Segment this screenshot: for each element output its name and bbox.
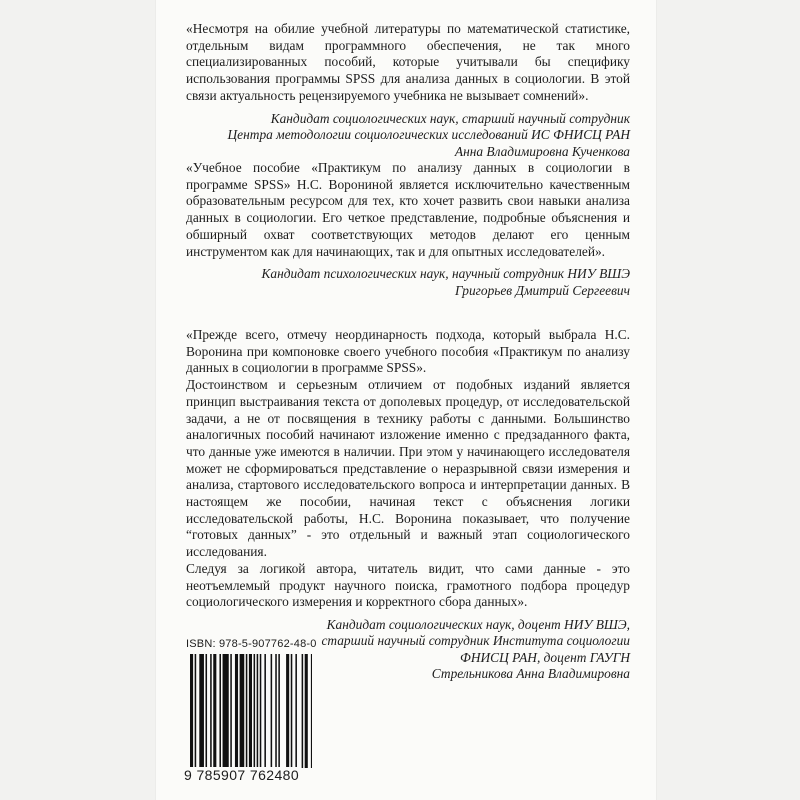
barcode-bar [240,654,245,768]
barcode-bar [190,654,193,768]
review-1-signature-line: Центра методологии социологических исследований ИС ФНИСЦ РАН [227,127,630,143]
barcode-bar [195,654,197,768]
review-1-signature [186,111,630,161]
review-2-signature-line: Кандидат психологических наук, научный сотрудник НИУ ВШЭ [261,266,630,282]
barcode-bar [230,654,232,768]
barcode-bar [286,654,289,768]
review-1 [186,21,630,160]
barcode-bar [275,654,277,768]
barcode-bar [264,654,266,768]
review-3-paragraph: Достоинством и серьезным отличием от подобных изданий является принцип выстраивания текста от дополевых процедур, от исследовательской задачи, а не от посвящения в технику работы с данными. Большинство аналогичных пособий начинают изложение именно с предзаданного факта, что данные уже имеются в наличии. При этом у начинающего исследователя может не сформироваться представление о неразрывной связи измерения и анализа, стартового исследовательского вопроса и интерпретации данных. В настоящем же пособии, начиная текст с объяснения логики исследовательской работы, Н.С. Воронина показывает, что получение “готовых данных” - это отдельный и важный этап социологического исследования. [186,377,630,560]
barcode-bar [235,654,238,768]
barcode-bar [219,654,221,768]
barcode-bar [295,654,297,768]
isbn-label: ISBN: 978-5-907762-48-0 [186,638,317,650]
barcode-digits: 9 785907 762480 [184,767,299,783]
barcode-bar [278,654,280,768]
review-3-signature-line: ФНИСЦ РАН, доцент ГАУГН [460,649,630,665]
review-3-signature-line: Стрельникова Анна Владимировна [431,666,630,682]
review-3-signature-line: старший научный сотрудник Института социологии [321,633,630,649]
barcode-bars [186,654,312,774]
review-3-signature-line: Кандидат социологических наук, доцент НИУ ВШЭ, [326,616,630,632]
barcode-bar [223,654,229,768]
review-2-signature-line: Григорьев Дмитрий Сергеевич [455,282,630,298]
barcode-bar [291,654,293,768]
review-2-signature [186,266,630,299]
barcode-bar [199,654,204,768]
barcode-bar [305,654,308,768]
review-3-paragraph: Следуя за логикой автора, читатель видит, что сами данные - это неотъемлемый продукт научного поиска, грамотного подбора процедур социологического измерения и корректного сбора данных». [186,560,630,610]
review-2 [186,160,630,299]
barcode-bar [206,654,208,768]
barcode [186,654,312,774]
barcode-bar [213,654,216,768]
barcode-bar [260,654,262,768]
barcode-bar [210,654,212,768]
barcode-bar [271,654,273,768]
barcode-bar [302,654,304,768]
review-1-signature-line: Кандидат социологических наук, старший научный сотрудник [270,110,630,126]
barcode-bar [246,654,248,768]
review-3-paragraph: «Прежде всего, отмечу неординарность подхода, который выбрала Н.С. Воронина при компоновке своего учебного пособия «Практикум по анализу данных в социологии в программе SPSS». [186,327,630,376]
review-2-text: «Учебное пособие «Практикум по анализу данных в социологии в программе SPSS» Н.С. Ворониной является исключительно качественным образовательным ресурсом для тех, кто хочет развить свои навыки анализа данных в социологии. Его четкое представление, подробные объяснения и обширный охват соответствующих методов делают его ценным инструментом как для начинающих, так и для опытных исследователей». [186,160,630,259]
barcode-bar [311,654,312,768]
barcode-bar [257,654,259,768]
review-1-signature-line: Анна Владимировна Кученкова [454,143,630,159]
barcode-bar [249,654,252,768]
review-3 [186,327,630,683]
review-1-text: «Несмотря на обилие учебной литературы по математической статистике, отдельным видам программного обеспечения, не так много специализированных пособий, которые учитывали бы специфику использования программы SPSS для анализа данных в социологии. В этой связи актуальность рецензируемого учебника не вызывает сомнений». [186,21,630,103]
barcode-bar [254,654,256,768]
